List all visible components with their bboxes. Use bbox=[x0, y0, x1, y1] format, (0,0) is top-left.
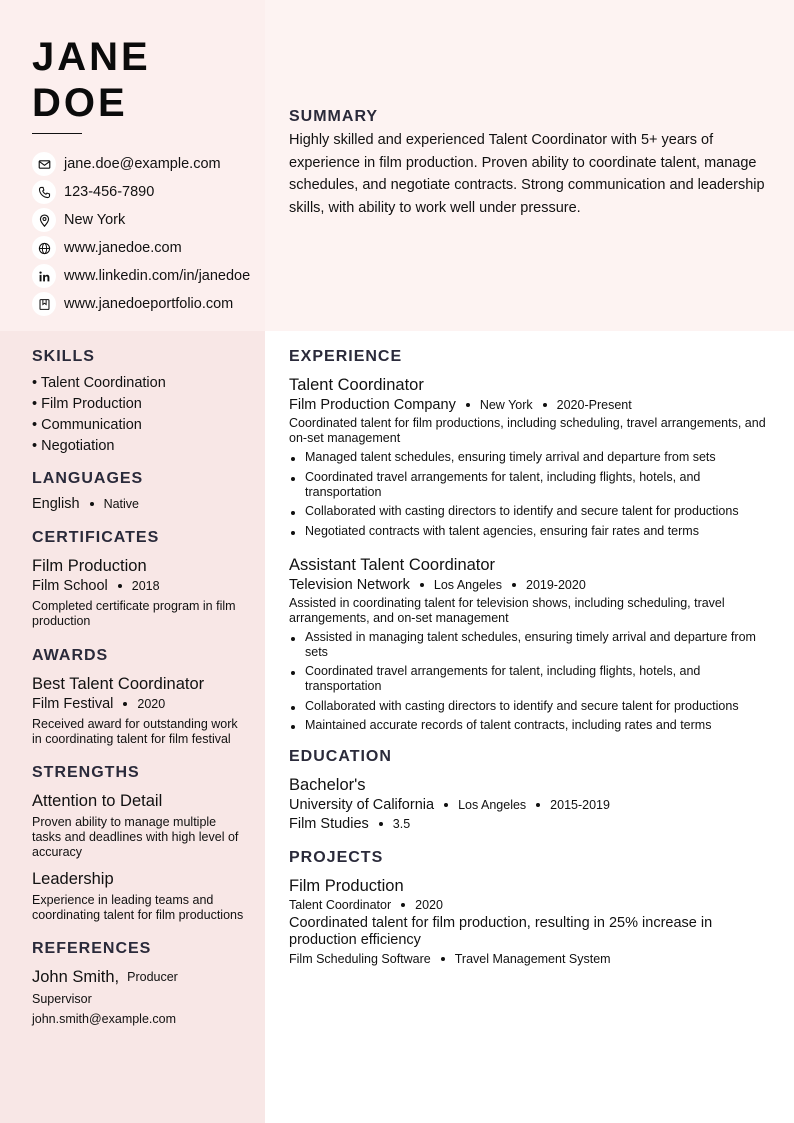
reference-email[interactable]: john.smith@example.com bbox=[32, 1012, 176, 1026]
job-bullets bbox=[289, 630, 769, 734]
education-heading: EDUCATION bbox=[289, 748, 392, 765]
skill-item: • Communication bbox=[32, 417, 142, 433]
job-company: Film Production Company bbox=[289, 397, 456, 413]
separator-dot bbox=[536, 803, 540, 807]
projects-heading: PROJECTS bbox=[289, 849, 384, 866]
languages-heading: LANGUAGES bbox=[32, 470, 144, 487]
separator-dot bbox=[379, 822, 383, 826]
experience-heading: EXPERIENCE bbox=[289, 348, 403, 365]
location-icon bbox=[32, 208, 56, 232]
education-field-meta bbox=[289, 816, 769, 832]
education-location: Los Angeles bbox=[458, 798, 527, 812]
separator-dot bbox=[466, 403, 470, 407]
certificate-description: Completed certificate program in film production bbox=[32, 599, 236, 628]
job-title: Talent Coordinator bbox=[289, 376, 424, 394]
project-role: Talent Coordinator bbox=[289, 898, 392, 912]
job-location: New York bbox=[479, 398, 533, 412]
job-bullet: Collaborated with casting directors to identify and secure talent for productions bbox=[289, 504, 769, 519]
reference-title: Producer bbox=[127, 970, 178, 984]
project-tool: Film Scheduling Software bbox=[289, 952, 431, 966]
summary-text: Highly skilled and experienced Talent Coordinator with 5+ years of experience in film production. Proven ability to coordinate talent, manage schedules, and negotiate contracts. Strong communication and leadership skills, with ability to work well under pressure. bbox=[289, 132, 765, 216]
job-bullet: Negotiated contracts with talent agencies, ensuring fair rates and terms bbox=[289, 524, 769, 539]
project-tools bbox=[289, 952, 769, 966]
name-first: JANE bbox=[32, 35, 151, 79]
project-title: Film Production bbox=[289, 877, 404, 895]
separator-dot bbox=[401, 903, 405, 907]
job-bullet: Coordinated travel arrangements for talent, including flights, hotels, and transportation bbox=[289, 470, 769, 500]
contact-list bbox=[32, 150, 250, 318]
education-school: University of California bbox=[289, 797, 435, 813]
skills-heading: SKILLS bbox=[32, 348, 95, 365]
project-tool: Travel Management System bbox=[454, 952, 611, 966]
separator-dot bbox=[90, 502, 94, 506]
separator-dot bbox=[123, 702, 127, 706]
project-description: Coordinated talent for film production, resulting in 25% increase in production efficiency bbox=[289, 915, 713, 948]
strength-title: Attention to Detail bbox=[32, 792, 163, 810]
job-bullets bbox=[289, 450, 769, 539]
experience-item bbox=[289, 554, 769, 734]
education-section bbox=[289, 748, 769, 832]
skill-item: • Film Production bbox=[32, 396, 142, 412]
job-meta bbox=[289, 397, 769, 413]
linkedin-icon bbox=[32, 264, 56, 288]
awards-heading: AWARDS bbox=[32, 647, 109, 664]
award-meta bbox=[32, 696, 247, 712]
contact-portfolio-text: www.janedoeportfolio.com bbox=[64, 296, 234, 312]
languages-section bbox=[32, 470, 247, 512]
skill-item: • Talent Coordination bbox=[32, 375, 166, 391]
main-content bbox=[289, 348, 769, 966]
certificates-heading: CERTIFICATES bbox=[32, 529, 160, 546]
summary-section bbox=[289, 108, 774, 219]
separator-dot bbox=[512, 583, 516, 587]
skills-section bbox=[32, 348, 247, 457]
name-divider bbox=[32, 133, 82, 134]
contact-phone[interactable] bbox=[32, 178, 250, 206]
separator-dot bbox=[441, 957, 445, 961]
name-last: DOE bbox=[32, 81, 128, 125]
education-field: Film Studies bbox=[289, 816, 369, 832]
mail-icon bbox=[32, 152, 56, 176]
strength-description: Proven ability to manage multiple tasks and deadlines with high level of accuracy bbox=[32, 815, 239, 859]
strength-title: Leadership bbox=[32, 870, 114, 888]
certificate-title: Film Production bbox=[32, 557, 147, 575]
projects-section bbox=[289, 849, 769, 966]
job-bullet: Collaborated with casting directors to identify and secure talent for productions bbox=[289, 699, 769, 714]
award-title: Best Talent Coordinator bbox=[32, 675, 205, 693]
separator-dot bbox=[543, 403, 547, 407]
phone-icon bbox=[32, 180, 56, 204]
strengths-heading: STRENGTHS bbox=[32, 764, 140, 781]
separator-dot bbox=[420, 583, 424, 587]
contact-website-text: www.janedoe.com bbox=[64, 240, 182, 256]
skill-item: • Negotiation bbox=[32, 438, 115, 454]
strengths-section bbox=[32, 764, 247, 923]
degree-title: Bachelor's bbox=[289, 776, 366, 794]
reference-header bbox=[32, 966, 247, 988]
award-issuer: Film Festival bbox=[32, 696, 114, 712]
job-location: Los Angeles bbox=[433, 577, 502, 592]
award-year: 2020 bbox=[137, 697, 166, 711]
certificate-meta bbox=[32, 578, 247, 594]
education-gpa: 3.5 bbox=[392, 817, 411, 831]
certificates-section bbox=[32, 529, 247, 629]
education-meta bbox=[289, 797, 769, 813]
experience-item bbox=[289, 374, 769, 539]
certificate-year: 2018 bbox=[131, 579, 160, 593]
portfolio-icon bbox=[32, 292, 56, 316]
references-section bbox=[32, 940, 247, 1027]
globe-icon bbox=[32, 236, 56, 260]
summary-heading: SUMMARY bbox=[289, 108, 379, 125]
project-meta bbox=[289, 898, 769, 912]
contact-location-text: New York bbox=[64, 212, 126, 228]
separator-dot bbox=[444, 803, 448, 807]
certificate-issuer: Film School bbox=[32, 578, 108, 594]
job-description: Coordinated talent for film productions, including scheduling, travel arrangements, and on-set management bbox=[289, 416, 766, 445]
language-item bbox=[32, 496, 247, 512]
skills-list bbox=[32, 373, 247, 457]
job-dates: 2019-2020 bbox=[526, 577, 586, 592]
job-bullet: Maintained accurate records of talent contracts, including rates and terms bbox=[289, 718, 769, 733]
education-dates: 2015-2019 bbox=[550, 798, 610, 812]
award-description: Received award for outstanding work in coordinating talent for film festival bbox=[32, 717, 238, 746]
job-description: Assisted in coordinating talent for television shows, including scheduling, travel arrangements, and on-set management bbox=[289, 595, 725, 625]
job-meta bbox=[289, 577, 769, 593]
language-name: English bbox=[32, 496, 80, 512]
contact-email[interactable] bbox=[32, 150, 250, 178]
job-title: Assistant Talent Coordinator bbox=[289, 555, 496, 574]
experience-section bbox=[289, 348, 769, 733]
reference-company: Supervisor bbox=[32, 992, 92, 1006]
awards-section bbox=[32, 647, 247, 747]
contact-website[interactable] bbox=[32, 234, 250, 262]
strength-description: Experience in leading teams and coordinating talent for film productions bbox=[32, 893, 244, 922]
separator-dot bbox=[118, 584, 122, 588]
job-bullet: Assisted in managing talent schedules, ensuring timely arrival and departure from sets bbox=[289, 630, 769, 660]
job-dates: 2020-Present bbox=[556, 398, 632, 412]
project-year: 2020 bbox=[415, 898, 443, 912]
contact-linkedin[interactable] bbox=[32, 262, 250, 290]
reference-name: John Smith, bbox=[32, 968, 120, 986]
language-level: Native bbox=[103, 497, 139, 511]
contact-email-text: jane.doe@example.com bbox=[64, 156, 221, 172]
job-company: Television Network bbox=[289, 576, 410, 593]
candidate-name bbox=[32, 34, 151, 126]
contact-phone-text: 123-456-7890 bbox=[64, 184, 155, 200]
contact-location bbox=[32, 206, 250, 234]
job-bullet: Managed talent schedules, ensuring timely arrival and departure from sets bbox=[289, 450, 769, 465]
sidebar-content bbox=[32, 348, 247, 1027]
contact-linkedin-text: www.linkedin.com/in/janedoe bbox=[64, 268, 251, 284]
references-heading: REFERENCES bbox=[32, 940, 152, 957]
job-bullet: Coordinated travel arrangements for talent, including flights, hotels, and transportation bbox=[289, 664, 769, 694]
contact-portfolio[interactable] bbox=[32, 290, 250, 318]
